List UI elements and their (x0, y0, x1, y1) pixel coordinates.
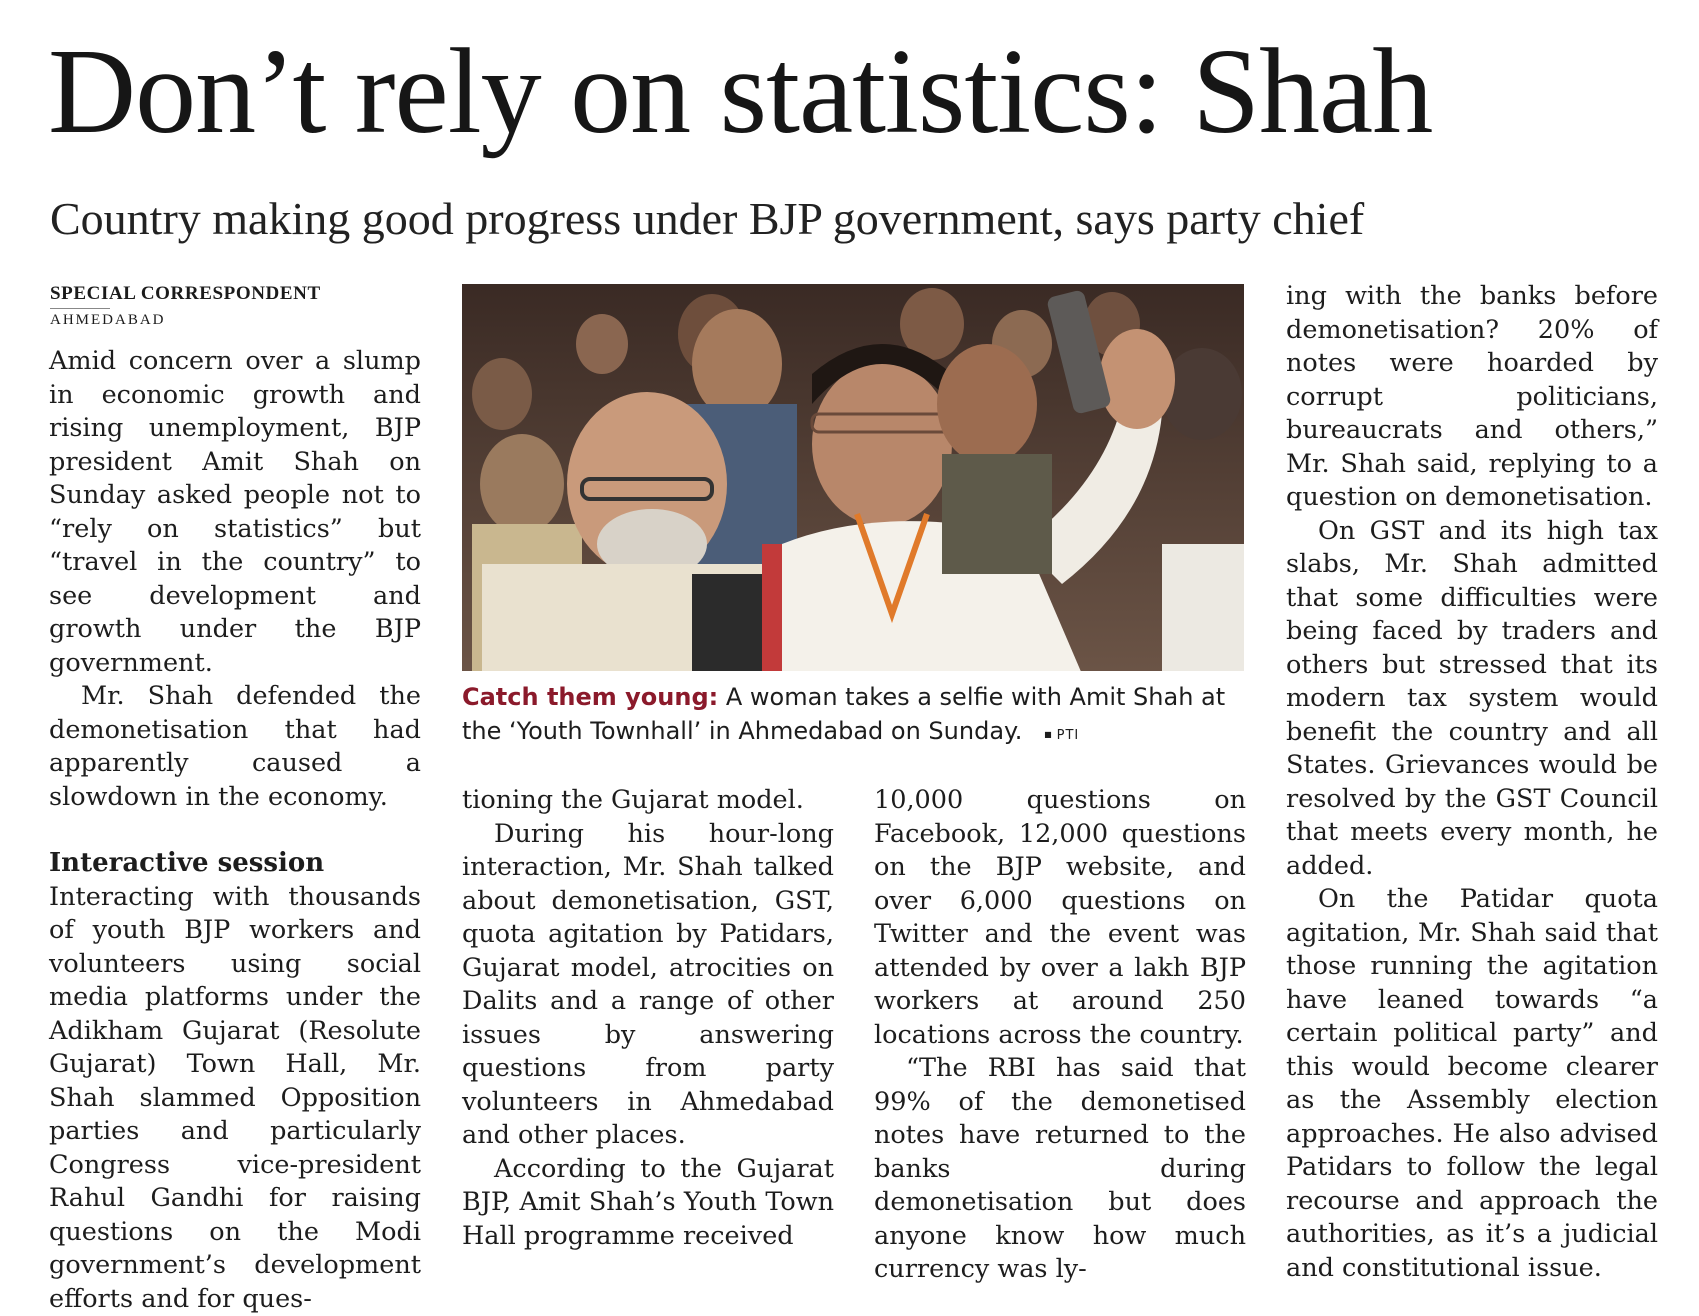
paragraph: On the Patidar quota agitation, Mr. Shah said that those running the agitation have leaned towards “a certain political party” and this would become clearer as the Assembly election approaches. He also advised Patidars to follow the legal recourse and approach the authorities, as it’s a judicial and constitutional issue. (1286, 883, 1658, 1285)
paragraph: ing with the banks before demonetisation? 20% of notes were hoarded by corrupt politicians, bureaucrats and others,” Mr. Shah said, replying to a question on demonetisation. (1286, 280, 1658, 515)
subheadline: Country making good progress under BJP government, says party chief (50, 190, 1670, 248)
photo-credit: ■ PTI (1044, 728, 1079, 743)
byline-block (50, 283, 420, 329)
headline: Don’t rely on statistics: Shah (48, 22, 1668, 162)
paragraph: On GST and its high tax slabs, Mr. Shah admitted that some difficulties were being faced by traders and others but stressed that its modern tax system would benefit the country and all States. Grievances would be resolved by the GST Council that meets every month, he added. (1286, 515, 1658, 884)
paragraph: Amid concern over a slump in economic growth and rising unemployment, BJP president Amit Shah on Sunday asked people not to “rely on statistics” but “travel in the country” to see development and growth under the BJP government. (49, 345, 421, 680)
photo-illustration (462, 284, 1244, 671)
news-photo (462, 284, 1244, 671)
paragraph: 10,000 questions on Facebook, 12,000 questions on the BJP website, and over 6,000 questions on Twitter and the event was attended by over a lakh BJP workers at around 250 locations across the country. (874, 784, 1246, 1052)
paragraph: According to the Gujarat BJP, Amit Shah’s Youth Town Hall programme received (462, 1153, 834, 1254)
column-2 (462, 784, 834, 1253)
caption-text: A woman takes a selfie with Amit Shah at the ‘Youth Townhall’ in Ahmedabad on Sunday. (462, 683, 1225, 745)
paragraph: “The RBI has said that 99% of the demonetised notes have returned to the banks during demonetisation but does anyone know how much currency was ly- (874, 1052, 1246, 1287)
byline: SPECIAL CORRESPONDENT (50, 283, 420, 305)
paragraph: During his hour-long interaction, Mr. Shah talked about demonetisation, GST, quota agitation by Patidars, Gujarat model, atrocities on Dalits and a range of other issues by answering questions from party volunteers in Ahmedabad and other places. (462, 818, 834, 1153)
paragraph: Mr. Shah defended the demonetisation that had apparently caused a slowdown in the economy. (49, 680, 421, 814)
byline-rule (50, 308, 110, 309)
paragraph: Interacting with thousands of youth BJP workers and volunteers using social media platforms under the Adikham Gujarat (Resolute Gujarat) Town Hall, Mr. Shah slammed Opposition parties and particularly Congress vice-president Rahul Gandhi for raising questions on the Modi government’s development efforts and for ques- (49, 881, 421, 1316)
column-4 (1286, 280, 1658, 1285)
column-3 (874, 784, 1246, 1287)
column-1 (49, 345, 421, 1316)
paragraph: tioning the Gujarat model. (462, 784, 834, 818)
section-heading: Interactive session (49, 847, 421, 881)
dateline: AHMEDABAD (50, 311, 420, 329)
photo-caption (462, 680, 1252, 753)
caption-kicker: Catch them young: (462, 683, 718, 711)
